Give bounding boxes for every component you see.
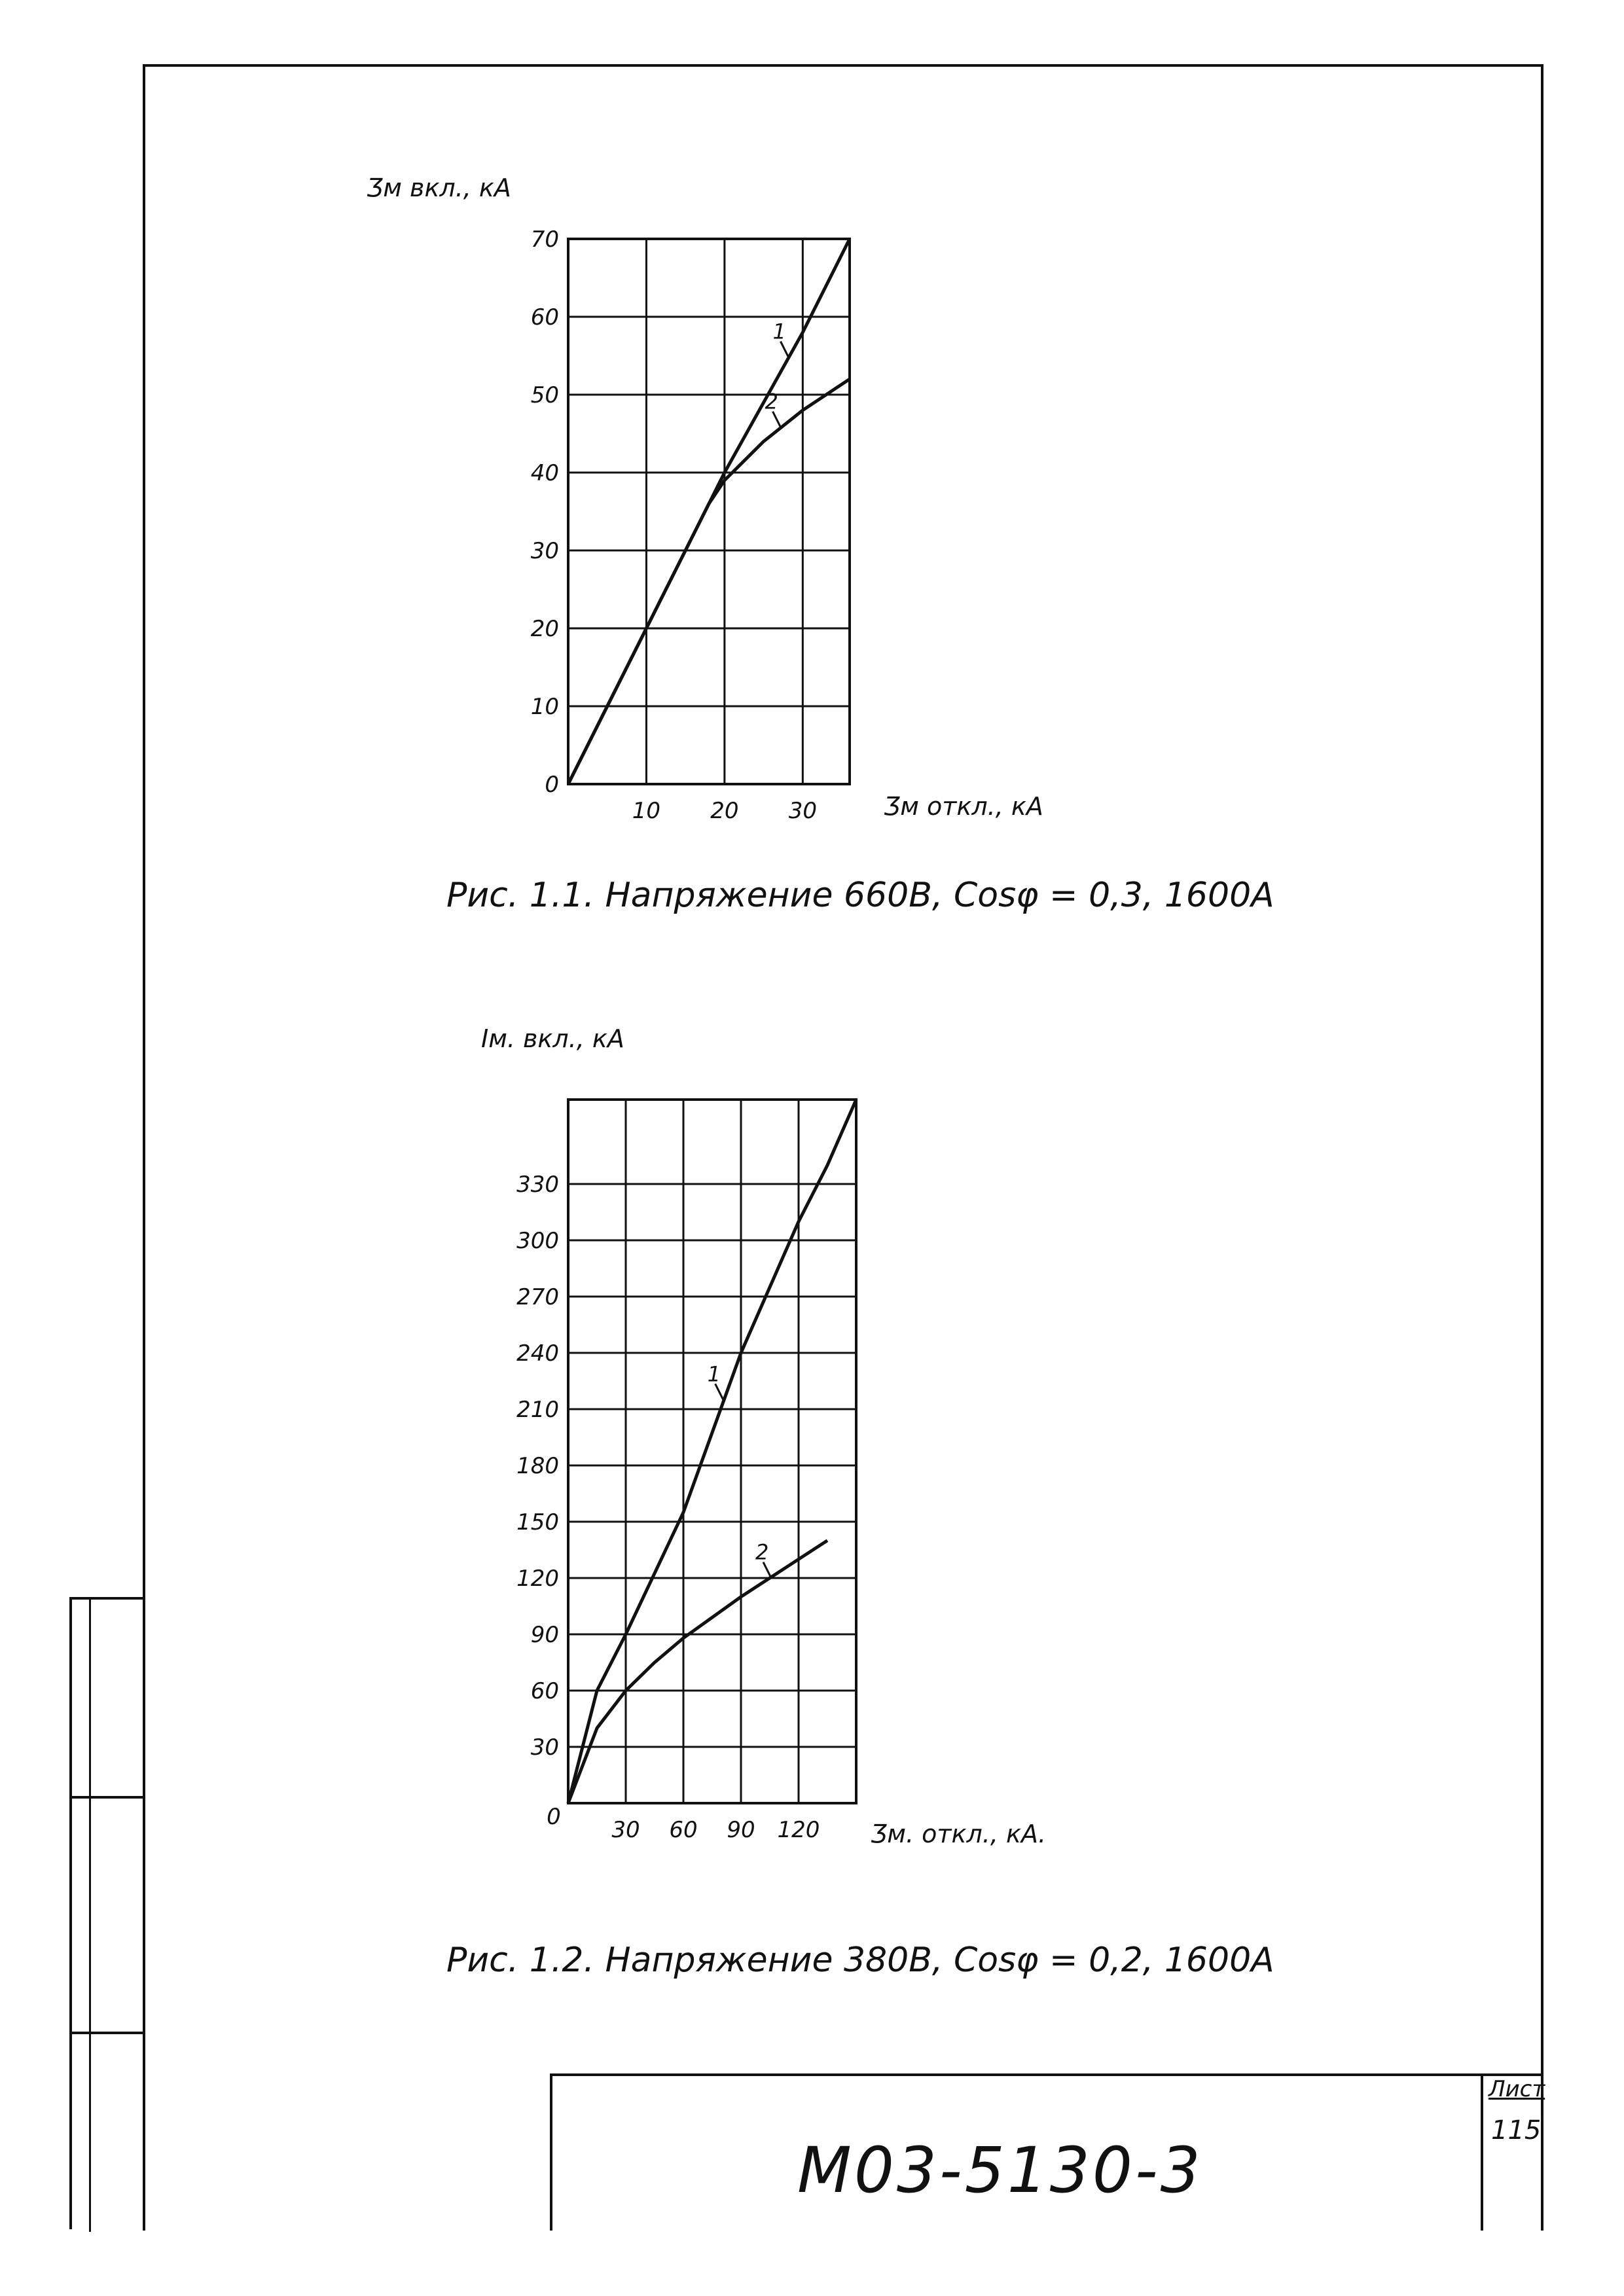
chart-2-series-1-label: 1 — [707, 1361, 721, 1387]
chart-2-x-tick-label: 120 — [777, 1817, 820, 1843]
chart-1-y-tick-label: 40 — [530, 460, 559, 486]
chart-2-y-ticks — [516, 1172, 559, 1761]
chart-2-y-tick-label: 180 — [516, 1453, 559, 1479]
chart-2-y-tick-label: 330 — [516, 1172, 559, 1198]
chart-2 — [446, 1024, 1274, 1980]
chart-1-series-2-label: 2 — [765, 389, 778, 414]
chart-2-caption: Рис. 1.2. Напряжение 380В, Cosφ = 0,2, 1600А — [446, 1941, 1274, 1980]
chart-2-y-tick-label: 120 — [516, 1566, 559, 1592]
chart-2-x-axis-label: Ӡм. откл., кА. — [871, 1820, 1047, 1848]
chart-1-y-tick-label: 60 — [530, 304, 559, 331]
chart-1-x-tick-label: 10 — [632, 798, 661, 824]
chart-2-x-tick-label: 30 — [611, 1817, 640, 1843]
chart-1-y-tick-label: 10 — [530, 694, 559, 720]
chart-1-y-tick-label: 50 — [530, 382, 559, 408]
chart-1-y-tick-label: 70 — [530, 226, 559, 253]
chart-1-caption: Рис. 1.1. Напряжение 660В, Cosφ = 0,3, 1600А — [446, 876, 1274, 915]
chart-2-y-tick-label: 210 — [516, 1397, 559, 1423]
chart-2-y-tick-label: 270 — [516, 1284, 559, 1310]
chart-2-series-1-line — [568, 1100, 856, 1803]
chart-1-series-1-label: 1 — [772, 319, 786, 344]
chart-1-series — [568, 239, 850, 784]
chart-1 — [367, 173, 1274, 915]
sheet-label: Лист — [1489, 2076, 1545, 2102]
chart-2-y-tick-label: 30 — [530, 1734, 559, 1761]
document-code: М03-5130-3 — [797, 2134, 1203, 2207]
chart-1-y-tick-label: 30 — [530, 538, 559, 564]
chart-2-plot-area — [568, 1100, 856, 1803]
chart-2-y-axis-label: Iм. вкл., кА — [481, 1024, 624, 1053]
chart-1-x-axis-label: Ӡм откл., кА — [884, 792, 1043, 821]
chart-2-y-tick-label: 150 — [516, 1509, 559, 1535]
chart-1-x-tick-label: 30 — [788, 798, 817, 824]
chart-2-x-tick-label: 0 — [547, 1804, 561, 1830]
chart-2-x-tick-label: 60 — [669, 1817, 698, 1843]
chart-2-x-tick-label: 90 — [727, 1817, 755, 1843]
chart-1-series-2-line — [568, 379, 850, 784]
chart-2-y-tick-label: 60 — [530, 1678, 559, 1704]
chart-2-y-tick-label: 300 — [516, 1228, 559, 1254]
sheet-number: 115 — [1491, 2115, 1542, 2145]
chart-1-x-tick-label: 20 — [710, 798, 739, 824]
chart-2-grid — [568, 1100, 856, 1803]
chart-1-x-ticks — [632, 798, 817, 824]
chart-2-series-2-label: 2 — [755, 1539, 769, 1565]
chart-1-y-axis-label: Ӡм вкл., кА — [367, 173, 511, 202]
chart-1-y-tick-label: 0 — [545, 772, 559, 798]
chart-2-y-tick-label: 240 — [516, 1340, 559, 1367]
chart-1-y-tick-label: 20 — [530, 616, 559, 642]
chart-1-y-ticks — [531, 226, 559, 798]
chart-2-series — [568, 1100, 856, 1803]
chart-2-y-tick-label: 90 — [530, 1622, 559, 1648]
chart-2-x-ticks — [547, 1804, 820, 1843]
